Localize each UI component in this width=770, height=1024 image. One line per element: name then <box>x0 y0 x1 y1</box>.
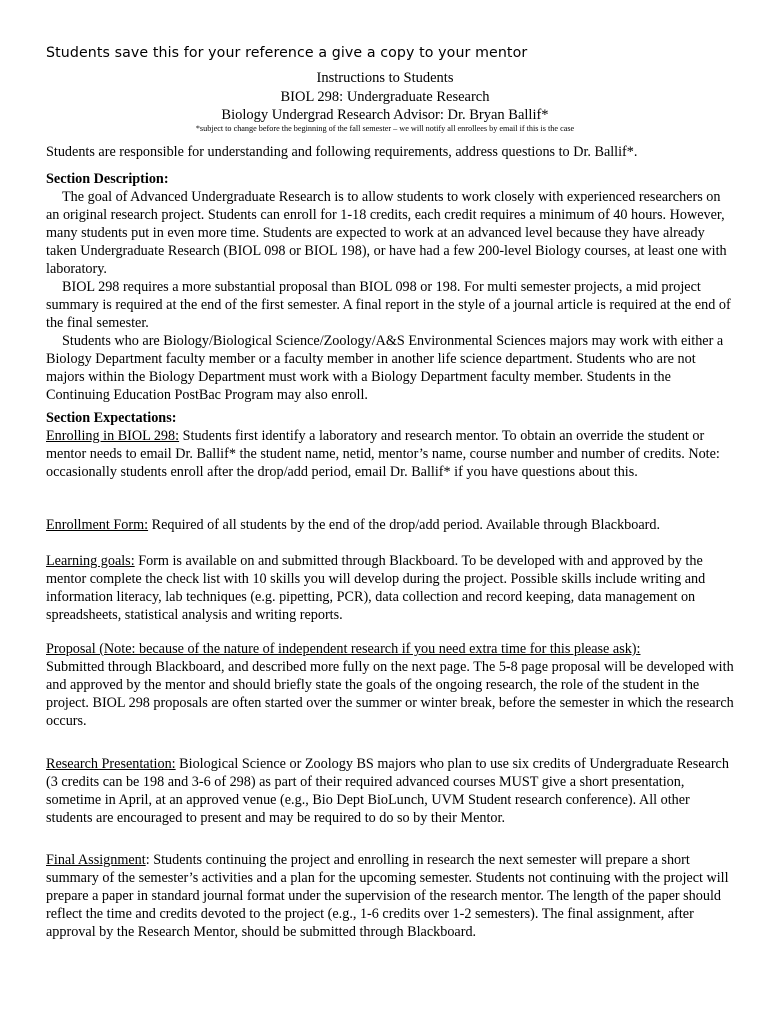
description-paragraph-1: The goal of Advanced Undergraduate Research is to allow students to work closely with experienced researchers on an original research project. Students can enroll for 1-18 credits, each credit requires a minimum of 40 hours. However, many students put in even more time. Students are expected to work at an advanced level because they have already taken Undergraduate Research (BIOL 098 or BIOL 198), or have had a few 200-level Biology courses, at least one with laboratory. <box>46 189 727 277</box>
description-paragraph-3: Students who are Biology/Biological Science/Zoology/A&S Environmental Sciences majors may work with either a Biology Department faculty member or a faculty member in another life science department. Students who are not majors within the Biology Department must work with a Biology Department faculty member. Students in the Continuing Education PostBac Program may also enroll. <box>46 333 724 403</box>
proposal-label: Proposal (Note: because of the nature of independent research if you need extra time for this please ask): <box>46 641 641 657</box>
enrolling-text: Students first identify a laboratory and research mentor. To obtain an override the student or mentor needs to email Dr. Ballif* the student name, netid, mentor’s name, course number and number of credits. Note: occasionally students enroll after the drop/add period, email Dr. Ballif* if you have questions about this. <box>46 428 720 480</box>
enrollment-form-label: Enrollment Form: <box>46 517 149 533</box>
description-paragraph-2: BIOL 298 requires a more substantial proposal than BIOL 098 or 198. For multi semester projects, a mid project summary is required at the end of the first semester. A final report in the style of a journal article is required at the end of the final semester. <box>46 279 731 331</box>
top-note: Students save this for your reference a give a copy to your mentor <box>46 45 528 61</box>
final-assignment-paragraph <box>46 851 736 941</box>
enrolling-paragraph <box>46 427 736 481</box>
enrollment-form-text: Required of all students by the end of the drop/add period. Available through Blackboard. <box>148 517 661 533</box>
intro-paragraph: Students are responsible for understanding and following requirements, address questions to Dr. Ballif*. <box>46 144 638 160</box>
presentation-paragraph <box>46 755 736 827</box>
enrollment-form-paragraph <box>46 516 736 534</box>
expectations-heading: Section Expectations: <box>46 410 177 426</box>
learning-goals-paragraph <box>46 552 736 624</box>
header-fine-print: *subject to change before the beginning of the fall semester – we will notify all enrollees by email if this is the case <box>195 124 575 133</box>
learning-goals-text: Form is available on and submitted through Blackboard. To be developed with and approved by the mentor complete the check list with 10 skills you will develop during the project. Possible skills include writing and information literacy, lab techniques (e.g. pipetting, PCR), data collection and record keeping, data management on spreadsheets, statistical analysis and writing reports. <box>46 553 706 623</box>
presentation-label: Research Presentation: <box>46 756 176 772</box>
presentation-text: Biological Science or Zoology BS majors who plan to use six credits of Undergraduate Research (3 credits can be 198 and 3-6 of 298) as part of their required advanced courses MUST give a short presentation, sometime in April, at an approved venue (e.g., Bio Dept BioLunch, UVM Student research conference). All other students are encouraged to present and may be required to do so by their Mentor. <box>46 756 729 826</box>
final-assignment-text: : Students continuing the project and enrolling in research the next semester will prepare a short summary of the semester’s activities and a plan for the upcoming semester. Students not continuing with the project will prepare a paper in standard journal format under the supervision of the research mentor. The length of the paper should reflect the time and credits devoted to the project (e.g., 1-6 credits over 1-2 semesters). The final assignment, after approval by the Research Mentor, should be submitted through Blackboard. <box>46 852 729 940</box>
header-advisor: Biology Undergrad Research Advisor: Dr. Bryan Ballif* <box>221 107 549 123</box>
header-course: BIOL 298: Undergraduate Research <box>280 89 490 105</box>
description-heading: Section Description: <box>46 171 169 187</box>
enrolling-label: Enrolling in BIOL 298: <box>46 428 180 444</box>
proposal-text: Submitted through Blackboard, and described more fully on the next page. The 5-8 page proposal will be developed with and approved by the mentor and should briefly state the goals of the ongoing research, the role of the student in the project. BIOL 298 proposals are often started over the summer or winter break, before the semester in which the research occurs. <box>46 659 734 729</box>
final-assignment-label: Final Assignment <box>46 852 146 868</box>
header-instructions: Instructions to Students <box>316 70 454 86</box>
section-expectations <box>46 409 736 481</box>
section-description <box>46 170 736 404</box>
proposal-paragraph <box>46 640 736 730</box>
learning-goals-label: Learning goals: <box>46 553 135 569</box>
